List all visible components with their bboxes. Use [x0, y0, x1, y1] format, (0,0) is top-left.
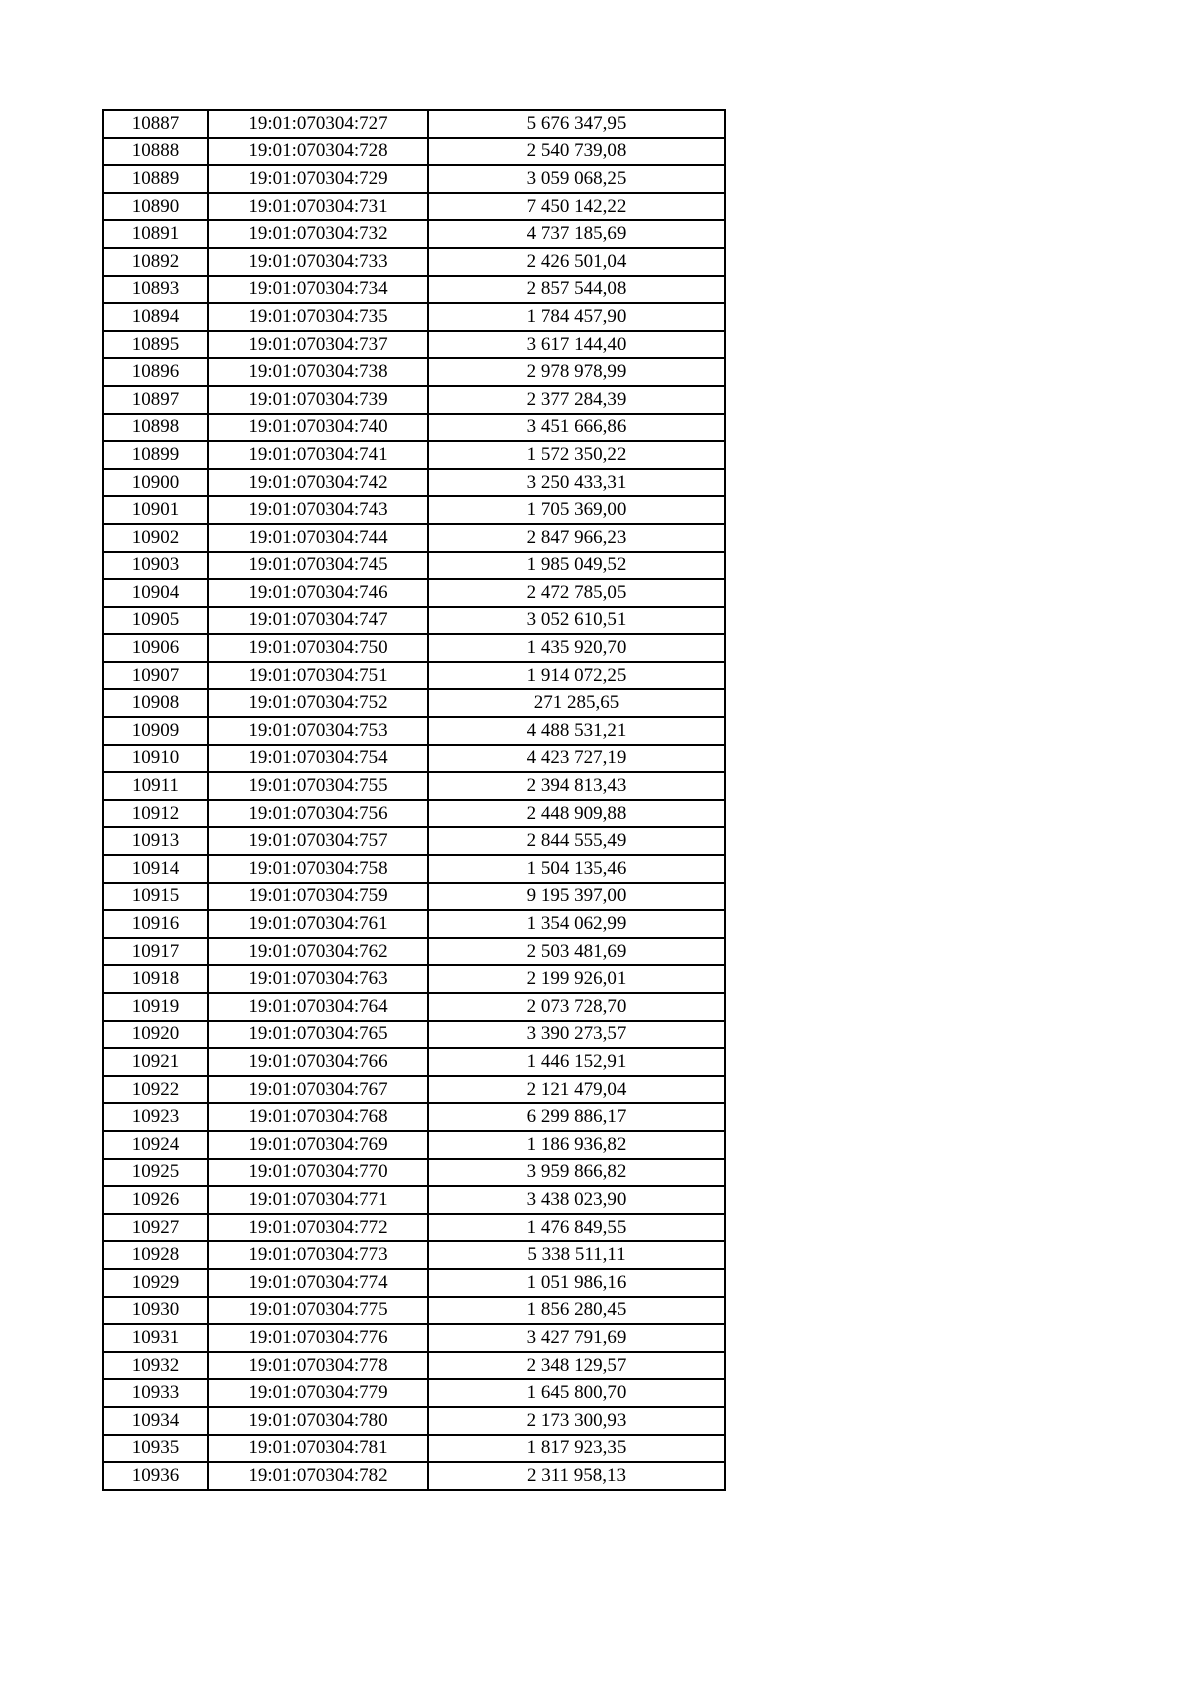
table-body	[103, 110, 725, 1490]
row-number-cell: 10910	[103, 745, 208, 773]
cadastral-number-cell: 19:01:070304:766	[208, 1048, 428, 1076]
cadastral-value-cell: 9 195 397,00	[428, 883, 725, 911]
table-row	[103, 1186, 725, 1214]
table-row	[103, 1297, 725, 1325]
row-number-cell: 10892	[103, 248, 208, 276]
table-row	[103, 1103, 725, 1131]
table-row	[103, 1324, 725, 1352]
cadastral-number-cell: 19:01:070304:747	[208, 607, 428, 635]
row-number-cell: 10890	[103, 193, 208, 221]
row-number-cell: 10916	[103, 910, 208, 938]
row-number-cell: 10911	[103, 772, 208, 800]
table-row	[103, 1159, 725, 1187]
row-number-cell: 10908	[103, 689, 208, 717]
table-row	[103, 717, 725, 745]
cadastral-number-cell: 19:01:070304:757	[208, 827, 428, 855]
cadastral-value-cell: 3 059 068,25	[428, 165, 725, 193]
cadastral-value-table	[102, 109, 726, 1491]
row-number-cell: 10912	[103, 800, 208, 828]
cadastral-value-cell: 3 052 610,51	[428, 607, 725, 635]
table-row	[103, 827, 725, 855]
cadastral-value-cell: 2 426 501,04	[428, 248, 725, 276]
row-number-cell: 10900	[103, 469, 208, 497]
cadastral-value-cell: 1 476 849,55	[428, 1214, 725, 1242]
cadastral-value-cell: 1 435 920,70	[428, 634, 725, 662]
row-number-cell: 10913	[103, 827, 208, 855]
table-row	[103, 386, 725, 414]
cadastral-value-cell: 1 446 152,91	[428, 1048, 725, 1076]
cadastral-value-cell: 1 186 936,82	[428, 1131, 725, 1159]
table-row	[103, 910, 725, 938]
cadastral-number-cell: 19:01:070304:753	[208, 717, 428, 745]
cadastral-value-cell: 1 354 062,99	[428, 910, 725, 938]
cadastral-number-cell: 19:01:070304:746	[208, 579, 428, 607]
row-number-cell: 10924	[103, 1131, 208, 1159]
table-row	[103, 1435, 725, 1463]
row-number-cell: 10898	[103, 414, 208, 442]
cadastral-number-cell: 19:01:070304:744	[208, 524, 428, 552]
cadastral-value-cell: 2 311 958,13	[428, 1462, 725, 1490]
table-row	[103, 331, 725, 359]
row-number-cell: 10923	[103, 1103, 208, 1131]
cadastral-number-cell: 19:01:070304:735	[208, 303, 428, 331]
cadastral-number-cell: 19:01:070304:780	[208, 1407, 428, 1435]
cadastral-number-cell: 19:01:070304:776	[208, 1324, 428, 1352]
cadastral-number-cell: 19:01:070304:738	[208, 358, 428, 386]
table-row	[103, 552, 725, 580]
table-row	[103, 1269, 725, 1297]
cadastral-number-cell: 19:01:070304:768	[208, 1103, 428, 1131]
row-number-cell: 10936	[103, 1462, 208, 1490]
table-row	[103, 248, 725, 276]
cadastral-value-cell: 6 299 886,17	[428, 1103, 725, 1131]
cadastral-value-cell: 3 451 666,86	[428, 414, 725, 442]
row-number-cell: 10932	[103, 1352, 208, 1380]
cadastral-number-cell: 19:01:070304:782	[208, 1462, 428, 1490]
cadastral-number-cell: 19:01:070304:742	[208, 469, 428, 497]
table-row	[103, 938, 725, 966]
cadastral-number-cell: 19:01:070304:761	[208, 910, 428, 938]
cadastral-value-cell: 1 817 923,35	[428, 1435, 725, 1463]
cadastral-value-cell: 7 450 142,22	[428, 193, 725, 221]
row-number-cell: 10895	[103, 331, 208, 359]
cadastral-value-cell: 1 856 280,45	[428, 1297, 725, 1325]
table-row	[103, 358, 725, 386]
table-row	[103, 1352, 725, 1380]
table-row	[103, 772, 725, 800]
table-row	[103, 193, 725, 221]
table-row	[103, 414, 725, 442]
row-number-cell: 10891	[103, 220, 208, 248]
row-number-cell: 10934	[103, 1407, 208, 1435]
cadastral-value-cell: 3 438 023,90	[428, 1186, 725, 1214]
table-row	[103, 1407, 725, 1435]
table-row	[103, 883, 725, 911]
cadastral-number-cell: 19:01:070304:769	[208, 1131, 428, 1159]
table-row	[103, 138, 725, 166]
table-row	[103, 220, 725, 248]
cadastral-value-cell: 2 472 785,05	[428, 579, 725, 607]
row-number-cell: 10899	[103, 441, 208, 469]
row-number-cell: 10917	[103, 938, 208, 966]
row-number-cell: 10906	[103, 634, 208, 662]
cadastral-value-cell: 2 540 739,08	[428, 138, 725, 166]
row-number-cell: 10887	[103, 110, 208, 138]
cadastral-number-cell: 19:01:070304:771	[208, 1186, 428, 1214]
table-row	[103, 165, 725, 193]
cadastral-number-cell: 19:01:070304:758	[208, 855, 428, 883]
table-row	[103, 993, 725, 1021]
cadastral-value-cell: 2 978 978,99	[428, 358, 725, 386]
table-row	[103, 1241, 725, 1269]
cadastral-value-cell: 2 394 813,43	[428, 772, 725, 800]
cadastral-number-cell: 19:01:070304:764	[208, 993, 428, 1021]
cadastral-number-cell: 19:01:070304:765	[208, 1021, 428, 1049]
table-row	[103, 469, 725, 497]
row-number-cell: 10909	[103, 717, 208, 745]
cadastral-number-cell: 19:01:070304:778	[208, 1352, 428, 1380]
cadastral-value-cell: 3 959 866,82	[428, 1159, 725, 1187]
cadastral-number-cell: 19:01:070304:743	[208, 496, 428, 524]
row-number-cell: 10915	[103, 883, 208, 911]
cadastral-number-cell: 19:01:070304:729	[208, 165, 428, 193]
cadastral-number-cell: 19:01:070304:739	[208, 386, 428, 414]
cadastral-value-cell: 2 121 479,04	[428, 1076, 725, 1104]
row-number-cell: 10935	[103, 1435, 208, 1463]
row-number-cell: 10918	[103, 965, 208, 993]
table-row	[103, 855, 725, 883]
cadastral-number-cell: 19:01:070304:741	[208, 441, 428, 469]
cadastral-number-cell: 19:01:070304:767	[208, 1076, 428, 1104]
cadastral-value-cell: 3 390 273,57	[428, 1021, 725, 1049]
row-number-cell: 10929	[103, 1269, 208, 1297]
cadastral-number-cell: 19:01:070304:763	[208, 965, 428, 993]
table-row	[103, 441, 725, 469]
cadastral-value-cell: 271 285,65	[428, 689, 725, 717]
cadastral-number-cell: 19:01:070304:731	[208, 193, 428, 221]
row-number-cell: 10896	[103, 358, 208, 386]
table-row	[103, 800, 725, 828]
row-number-cell: 10894	[103, 303, 208, 331]
row-number-cell: 10928	[103, 1241, 208, 1269]
row-number-cell: 10903	[103, 552, 208, 580]
cadastral-value-cell: 1 645 800,70	[428, 1379, 725, 1407]
cadastral-number-cell: 19:01:070304:773	[208, 1241, 428, 1269]
cadastral-value-cell: 2 348 129,57	[428, 1352, 725, 1380]
cadastral-number-cell: 19:01:070304:737	[208, 331, 428, 359]
row-number-cell: 10897	[103, 386, 208, 414]
table-row	[103, 1076, 725, 1104]
table-row	[103, 303, 725, 331]
row-number-cell: 10902	[103, 524, 208, 552]
cadastral-value-cell: 3 617 144,40	[428, 331, 725, 359]
row-number-cell: 10920	[103, 1021, 208, 1049]
table-row	[103, 524, 725, 552]
cadastral-number-cell: 19:01:070304:759	[208, 883, 428, 911]
table-row	[103, 579, 725, 607]
cadastral-value-cell: 2 844 555,49	[428, 827, 725, 855]
cadastral-value-cell: 5 338 511,11	[428, 1241, 725, 1269]
table-row	[103, 1214, 725, 1242]
table-row	[103, 662, 725, 690]
row-number-cell: 10889	[103, 165, 208, 193]
row-number-cell: 10914	[103, 855, 208, 883]
table-row	[103, 689, 725, 717]
cadastral-value-cell: 5 676 347,95	[428, 110, 725, 138]
cadastral-value-cell: 2 847 966,23	[428, 524, 725, 552]
cadastral-number-cell: 19:01:070304:740	[208, 414, 428, 442]
table-row	[103, 745, 725, 773]
cadastral-number-cell: 19:01:070304:781	[208, 1435, 428, 1463]
cadastral-value-cell: 2 073 728,70	[428, 993, 725, 1021]
cadastral-number-cell: 19:01:070304:779	[208, 1379, 428, 1407]
row-number-cell: 10930	[103, 1297, 208, 1325]
cadastral-number-cell: 19:01:070304:756	[208, 800, 428, 828]
cadastral-value-cell: 1 705 369,00	[428, 496, 725, 524]
row-number-cell: 10927	[103, 1214, 208, 1242]
table-row	[103, 496, 725, 524]
cadastral-value-cell: 2 448 909,88	[428, 800, 725, 828]
table-row	[103, 110, 725, 138]
cadastral-number-cell: 19:01:070304:728	[208, 138, 428, 166]
cadastral-value-cell: 1 504 135,46	[428, 855, 725, 883]
row-number-cell: 10931	[103, 1324, 208, 1352]
cadastral-value-cell: 1 572 350,22	[428, 441, 725, 469]
cadastral-number-cell: 19:01:070304:745	[208, 552, 428, 580]
cadastral-number-cell: 19:01:070304:752	[208, 689, 428, 717]
row-number-cell: 10926	[103, 1186, 208, 1214]
cadastral-number-cell: 19:01:070304:755	[208, 772, 428, 800]
cadastral-value-cell: 1 914 072,25	[428, 662, 725, 690]
row-number-cell: 10922	[103, 1076, 208, 1104]
row-number-cell: 10925	[103, 1159, 208, 1187]
row-number-cell: 10901	[103, 496, 208, 524]
table-row	[103, 1462, 725, 1490]
table-row	[103, 1048, 725, 1076]
cadastral-value-cell: 2 377 284,39	[428, 386, 725, 414]
table-row	[103, 634, 725, 662]
table-row	[103, 1379, 725, 1407]
cadastral-number-cell: 19:01:070304:762	[208, 938, 428, 966]
cadastral-value-cell: 3 427 791,69	[428, 1324, 725, 1352]
cadastral-value-cell: 4 423 727,19	[428, 745, 725, 773]
cadastral-value-cell: 4 737 185,69	[428, 220, 725, 248]
row-number-cell: 10888	[103, 138, 208, 166]
cadastral-number-cell: 19:01:070304:734	[208, 276, 428, 304]
cadastral-value-cell: 2 199 926,01	[428, 965, 725, 993]
cadastral-number-cell: 19:01:070304:732	[208, 220, 428, 248]
table-row	[103, 965, 725, 993]
cadastral-number-cell: 19:01:070304:751	[208, 662, 428, 690]
row-number-cell: 10919	[103, 993, 208, 1021]
table-row	[103, 1021, 725, 1049]
table-row	[103, 607, 725, 635]
cadastral-value-cell: 1 985 049,52	[428, 552, 725, 580]
cadastral-value-cell: 4 488 531,21	[428, 717, 725, 745]
row-number-cell: 10904	[103, 579, 208, 607]
row-number-cell: 10893	[103, 276, 208, 304]
cadastral-number-cell: 19:01:070304:754	[208, 745, 428, 773]
cadastral-number-cell: 19:01:070304:772	[208, 1214, 428, 1242]
table-row	[103, 1131, 725, 1159]
cadastral-number-cell: 19:01:070304:770	[208, 1159, 428, 1187]
cadastral-value-cell: 2 503 481,69	[428, 938, 725, 966]
row-number-cell: 10907	[103, 662, 208, 690]
cadastral-number-cell: 19:01:070304:727	[208, 110, 428, 138]
row-number-cell: 10933	[103, 1379, 208, 1407]
table-row	[103, 276, 725, 304]
cadastral-value-cell: 1 784 457,90	[428, 303, 725, 331]
cadastral-value-cell: 3 250 433,31	[428, 469, 725, 497]
cadastral-number-cell: 19:01:070304:774	[208, 1269, 428, 1297]
cadastral-value-cell: 2 173 300,93	[428, 1407, 725, 1435]
cadastral-value-cell: 2 857 544,08	[428, 276, 725, 304]
row-number-cell: 10905	[103, 607, 208, 635]
row-number-cell: 10921	[103, 1048, 208, 1076]
cadastral-value-cell: 1 051 986,16	[428, 1269, 725, 1297]
cadastral-number-cell: 19:01:070304:750	[208, 634, 428, 662]
cadastral-number-cell: 19:01:070304:733	[208, 248, 428, 276]
cadastral-number-cell: 19:01:070304:775	[208, 1297, 428, 1325]
